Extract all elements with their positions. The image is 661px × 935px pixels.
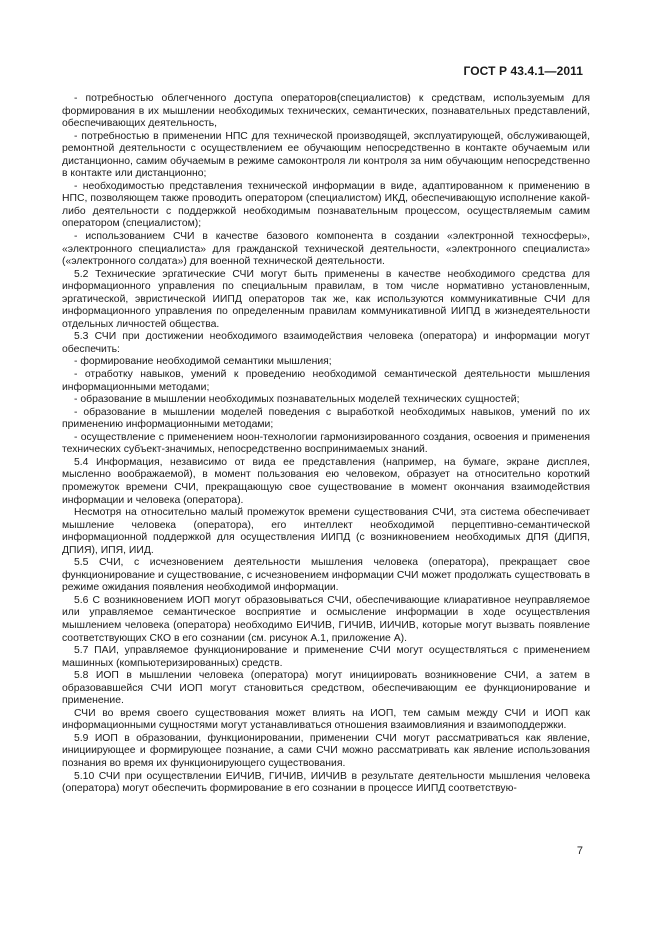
paragraph: 5.3 СЧИ при достижении необходимого взаимодействия человека (оператора) и информации могут обеспечить:: [62, 331, 590, 355]
paragraph: - образование в мышлении моделей поведения с выработкой необходимых навыков, умений по их применению информационными методами;: [62, 406, 590, 431]
paragraph: 5.9 ИОП в образовании, функционировании, применении СЧИ могут рассматриваться как явление, инициирующее и формирующее познание, а сами СЧИ можно рассматривать как явление использования познания во время их функционирующего существования.: [62, 732, 590, 769]
paragraph: 5.10 СЧИ при осуществлении ЕИЧИВ, ГИЧИВ, ИИЧИВ в результате деятельности мышления человека (оператора) могут обеспечить формирование в его сознании в процессе ИИПД соответствую-: [62, 770, 590, 795]
paragraph: - осуществление с применением ноон-технологии гармонизированного создания, освоения и применения технических субъект-значимых, непосредственно воспринимаемых знаний.: [62, 431, 590, 456]
paragraph: СЧИ во время своего существования может влиять на ИОП, тем самым между СЧИ и ИОП как информационными сущностями могут устанавливаться отношения взаимовлияния и взаимоподдержки.: [62, 707, 590, 732]
paragraph: - образование в мышлении необходимых познавательных моделей технических сущностей;: [74, 394, 520, 406]
paragraph: - формирование необходимой семантики мышления;: [74, 356, 332, 368]
paragraph: 5.4 Информация, независимо от вида ее представления (например, на бумаге, экране дисплея, мысленно воображаемой), в момент пользования ею человеком, образует на относительно короткий промежуток времени СЧИ, прекращающую свое существование в момент окончания взаимодействия информации и человека (оператора).: [62, 456, 590, 506]
paragraph: 5.2 Технические эргатические СЧИ могут быть применены в качестве необходимого средства для информационного управления по специальным правилам, в том числе нормативно установленным, эргатической, эвристической ИИПД операторов так же, как используются коммуникативные СЧИ для информационного управления по определенным правилам коммуникативной ИИПД в жизнедеятельности отдельных личностей общества.: [62, 268, 590, 330]
document-code: ГОСТ Р 43.4.1—2011: [463, 64, 583, 78]
paragraph: 5.6 С возникновением ИОП могут образовываться СЧИ, обеспечивающие клиаративное неуправляемое или управляемое семантическое восприятие и осмысление информации в ходе осуществления мышлением человека (оператора) необходимо ЕИЧИВ, ГИЧИВ, ИИЧИВ, которые могут вызвать появление соответствующих СКО в его сознании (см. рисунок А.1, приложение А).: [62, 594, 590, 644]
paragraph: - необходимостью представления технической информации в виде, адаптированном к применению в НПС, позволяющем также проводить оператором (специалистом) ИКД, обеспечивающую исполнение какой-либо деятельности с поддержкой необходимым познавательным процессом, осуществляемым самим оператором (специалистом);: [62, 180, 590, 230]
body-text: [62, 93, 590, 796]
paragraph: Несмотря на относительно малый промежуток времени существования СЧИ, эта система обеспечивает мышление человека (оператора), его интеллект необходимой перцептивно-семантической информационной поддержкой для осуществления ИИПД (с возникновением необходимых ДПЯ (ДИПЯ, ДПИЯ), ИПЯ, ИИД.: [62, 507, 590, 556]
paragraph: 5.8 ИОП в мышлении человека (оператора) могут инициировать возникновение СЧИ, а затем в образовавшейся СЧИ ИОП могут становиться средством, обеспечивающим ее функционирование и применение.: [62, 670, 590, 707]
paragraph: - использованием СЧИ в качестве базового компонента в создании «электронной техносферы», «электронного специалиста» для гражданской технической деятельности, «электронного специалиста» («электронного солдата») для военной технической деятельности.: [62, 231, 590, 268]
paragraph: - отработку навыков, умений к проведению необходимой семантической деятельности мышления информационными методами;: [62, 369, 590, 393]
paragraph: 5.5 СЧИ, с исчезновением деятельности мышления человека (оператора), прекращает свое функционирование и существование, с исчезновением информации СЧИ может продолжать существовать в режиме ожидания появления необходимой информации.: [62, 557, 590, 594]
page-number: 7: [576, 845, 583, 857]
paragraph: - потребностью облегченного доступа операторов(специалистов) к средствам, используемым для формирования в их мышлении необходимых технических, семантических, познавательных представлений, обеспечивающих деятельность,: [62, 93, 590, 130]
paragraph: - потребностью в применении НПС для технической производящей, эксплуатирующей, обслуживающей, ремонтной деятельности с осуществлением ее обучающим непосредственно в контакте обучаемым или дистанционно, самим обучаемым в режиме самоконтроля ли контроля за ним обучающим непосредственно в контакте или дистанционно;: [62, 130, 590, 180]
paragraph: 5.7 ПАИ, управляемое функционирование и применение СЧИ могут осуществляться с применением машинных (компьютеризированных) средств.: [62, 645, 590, 669]
